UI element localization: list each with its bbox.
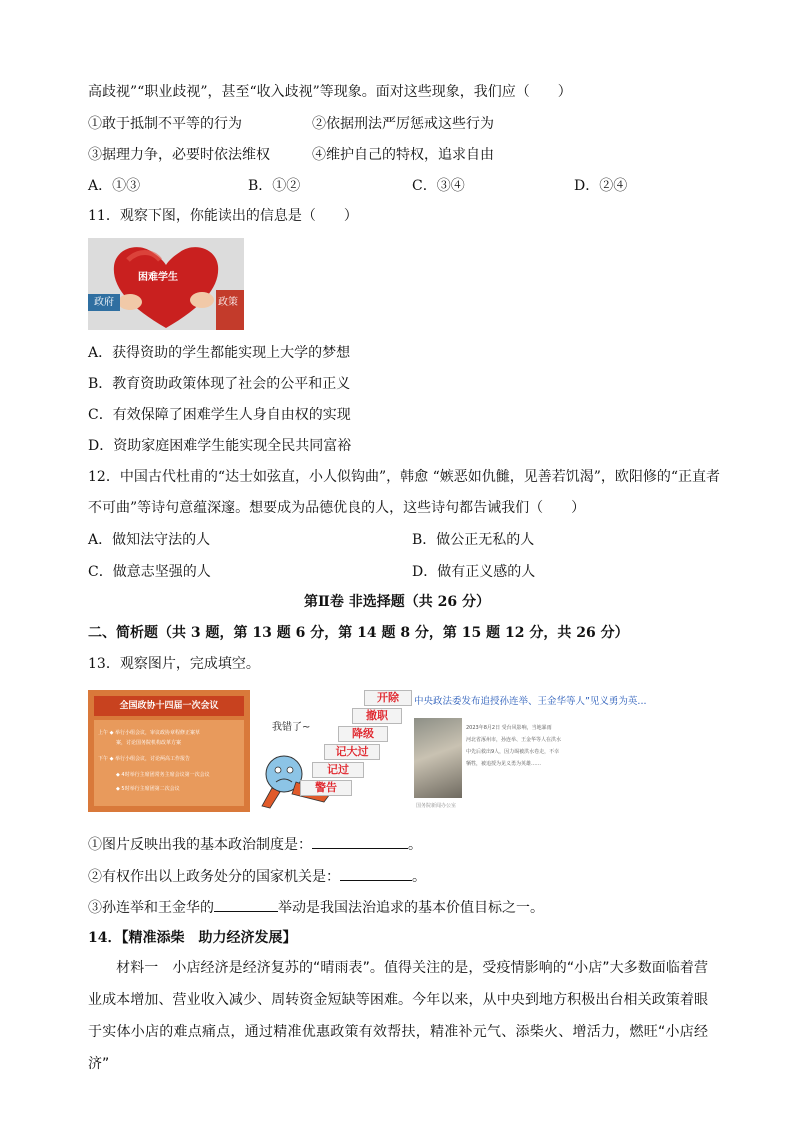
q12-option-d[interactable]: D．做有正义感的人 [412,564,536,580]
q13-blank-2-label: ②有权作出以上政务处分的国家机关是： [88,869,340,885]
q10-stem-tail: 高歧视”“职业歧视”，甚至“收入歧视”等现象。面对这些现象，我们应（ ） [88,84,572,100]
q10-statement-3: ③据理力争，必要时依法维权 [88,147,270,163]
q10-statement-1: ①敢于抵制不平等的行为 [88,116,242,132]
q13-blank-2[interactable] [340,866,412,881]
q12-option-a[interactable]: A．做知法守法的人 [88,532,211,548]
stair-demote: 降级 [338,726,388,742]
q10-option-a[interactable]: A．①③ [88,178,141,194]
stair-dismiss: 撤职 [352,708,402,724]
heart-label: 困难学生 [138,272,178,283]
q13-image-news [414,690,647,812]
cartoon-speech: 我错了~ [272,722,311,733]
q13-stem: 13．观察图片，完成填空。 [88,656,260,672]
q13-image-cppcc [88,690,250,812]
q13-blank-2-row [88,866,426,887]
q12-stem-2: 不可曲”等诗句意蕴深邃。想要成为品德优良的人，这些诗句都告诫我们（ ） [88,500,586,516]
q10-option-d[interactable]: D．②④ [574,178,628,194]
q13-blank-3-label: ③孙连举和王金华的 [88,900,214,916]
news-line: 牺牲，被追授为见义勇为英雄…… [466,761,542,767]
cppcc-row: 案，讨论国务院机构改革方案 [116,740,182,746]
q14-title: 14．【精准添柴 助力经济发展】 [88,930,297,946]
news-line: 中先后救出9人，因力竭被洪水卷走，不幸 [466,749,560,755]
stair-expel: 开除 [364,690,412,706]
government-tag: 政府 [88,294,120,311]
q13-blank-1-row [88,834,422,855]
cppcc-row: ◆ 4时举行主席团常务主席会议第一次会议 [116,772,210,778]
q12-stem-1: 12．中国古代杜甫的“达士如弦直，小人似钩曲”，韩愈 “嫉恶如仇雠，见善若饥渴”，欧阳修的“正直者 [88,469,721,485]
q12-option-c[interactable]: C．做意志坚强的人 [88,564,211,580]
q13-image-punishment-stairs [252,690,412,812]
news-line: 2023年8月2日 受台风影响，当地暴雨 [466,725,552,731]
q12-option-b[interactable]: B．做公正无私的人 [412,532,535,548]
cppcc-row: ◆ 5时举行主席团第二次会议 [116,786,180,792]
cppcc-title: 全国政协十四届一次会议 [94,696,244,716]
news-line: 河北省涿州市，孙连举、王金华等人在洪水 [466,737,562,743]
policy-tag: 政策 [218,297,238,308]
q13-blank-1-end: 。 [408,837,422,853]
section-title: 第Ⅱ卷 非选择题（共 26 分） [304,594,490,610]
q11-option-c[interactable]: C．有效保障了困难学生人身自由权的实现 [88,407,351,423]
q11-stem: 11．观察下图，你能读出的信息是（ ） [88,208,358,224]
q11-option-d[interactable]: D．资助家庭困难学生能实现全民共同富裕 [88,438,352,454]
q10-option-c[interactable]: C．③④ [412,178,465,194]
q13-blank-3[interactable] [214,897,278,912]
stair-warning: 警告 [300,780,352,796]
q10-statement-2: ②依据刑法严厉惩戒这些行为 [312,116,494,132]
section-subtitle: 二、简析题（共 3 题，第 13 题 6 分，第 14 题 8 分，第 15 题 12 分，共 26 分） [88,625,629,641]
news-photo [414,718,462,798]
q13-blank-2-end: 。 [412,869,426,885]
q11-heart-image [88,238,244,330]
q13-blank-1-label: ①图片反映出我的基本政治制度是： [88,837,312,853]
cppcc-row: 上午 ◆ 举行小组会议，审议政协章程修正案草 [98,730,201,736]
news-headline[interactable]: 中央政法委发布追授孙连举、王金华等人”见义勇为英... [414,696,647,707]
q11-option-b[interactable]: B．教育资助政策体现了社会的公平和正义 [88,376,351,392]
q10-statement-4: ④维护自己的特权，追求自由 [312,147,494,163]
cppcc-row: 下午 ◆ 举行小组会议，讨论两高工作报告 [98,756,191,762]
q10-option-b[interactable]: B．①② [248,178,301,194]
q13-blank-3-tail: 举动是我国法治追求的基本价值目标之一。 [278,900,544,916]
q14-material-1: 材料一 小店经济是经济复苏的“晴雨表”。值得关注的是，受疫情影响的“小店”大多数面临着营业成本增加、营业收入减少、周转资金短缺等困难。今年以来，从中央到地方积极出台相关政策着眼于实体小店的难点痛点，通过精准优惠政策有效帮扶，精准补元气、添柴火、增活力，燃旺“小店经济” [88,960,708,1072]
q11-option-a[interactable]: A．获得资助的学生都能实现上大学的梦想 [88,345,351,361]
news-source: 国务院新闻办公室 [416,803,457,809]
stair-demerit: 记过 [312,762,364,778]
stair-major-demerit: 记大过 [324,744,380,760]
q13-blank-1[interactable] [312,834,408,849]
q13-blank-3-row [88,897,544,918]
